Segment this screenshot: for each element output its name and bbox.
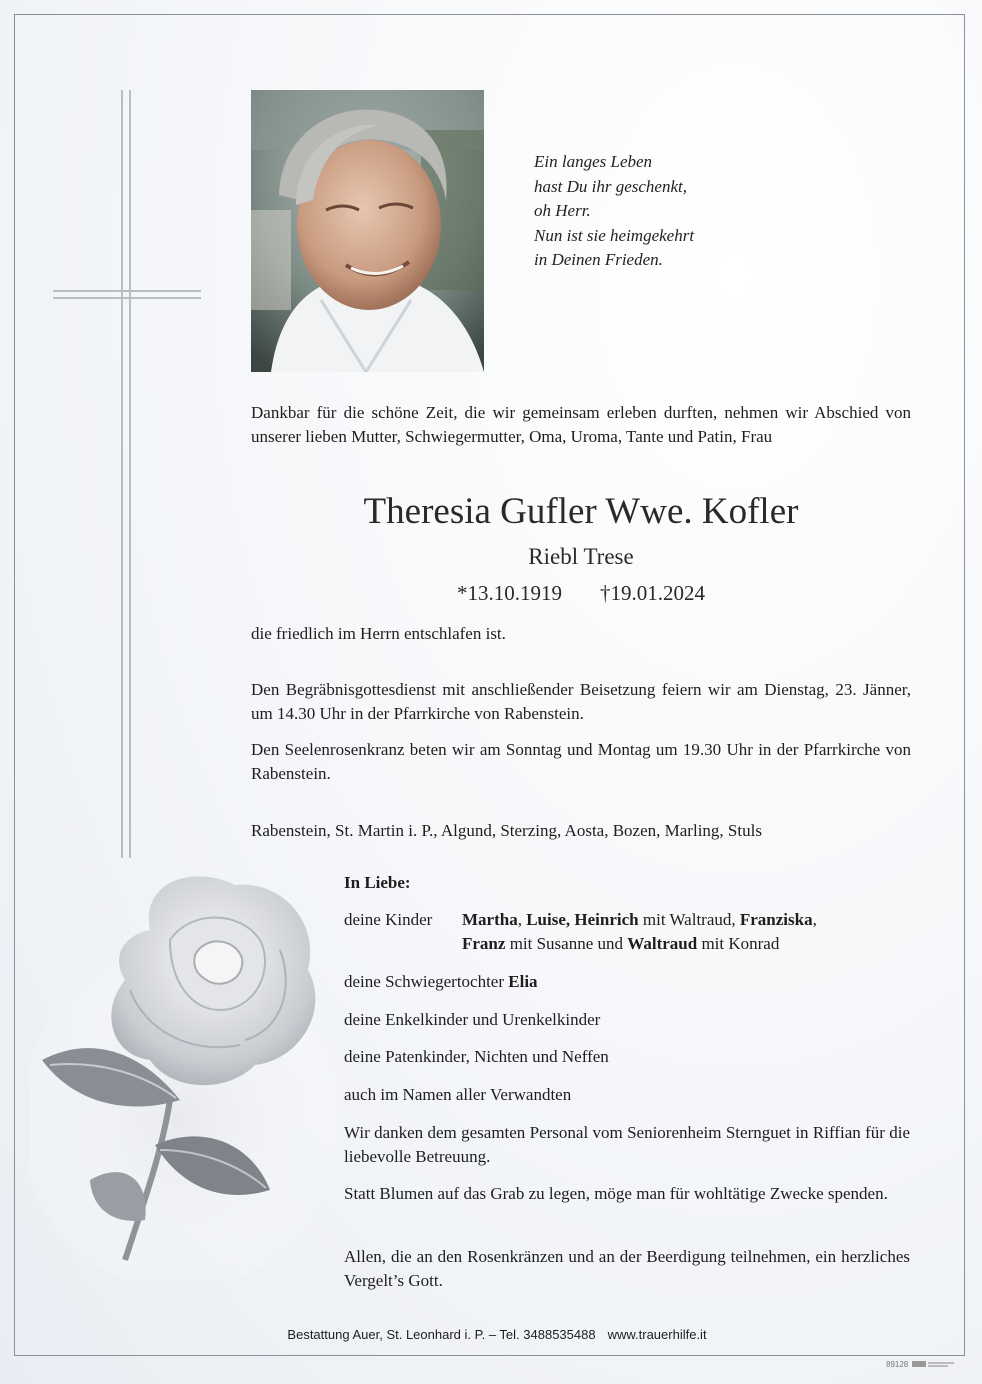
separator: , [812,910,817,929]
poem-line: in Deinen Frieden. [534,250,663,269]
child-name: Luise, Heinrich [526,910,639,929]
poem-line: oh Herr. [534,201,591,220]
undertaker-info: Bestattung Auer, St. Leonhard i. P. – Tel. 3488535488 [287,1327,596,1342]
mourners-heading: In Liebe: [344,873,411,892]
website-link[interactable]: www.trauerhilfe.it [607,1327,707,1342]
child-name: Martha [462,910,518,929]
footer [0,1327,982,1342]
spouse-text: mit Susanne und [505,934,628,953]
children-label: deine Kinder [344,910,433,929]
separator: , [517,910,527,929]
flowers-text: Statt Blumen auf das Grab zu legen, möge man für wohltätige Zwecke spenden. [344,1184,888,1203]
rose-illustration [30,860,340,1280]
children-line [462,932,779,956]
funeral-info: Den Begräbnisgottesdienst mit anschließender Beisetzung feiern wir am Dienstag, 23. Jänner, um 14.30 Uhr in der Pfarrkirche von Rabenstein. [251,680,911,723]
passing-sentence: die friedlich im Herrn entschlafen ist. [251,624,506,643]
rosary-info: Den Seelenrosenkranz beten wir am Sonntag und Montag um 19.30 Uhr in der Pfarrkirche von Rabenstein. [251,740,911,783]
daughter-in-law-name: Elia [508,972,538,991]
daughter-in-law-label: deine Schwiegertochter [344,972,509,991]
poem-line: hast Du ihr geschenkt, [534,176,687,196]
poem-line: Ein langes Leben [534,152,653,171]
life-dates [251,578,911,608]
cross-horizontal-line [53,297,201,299]
grandchildren-line: deine Enkelkinder und Urenkelkinder [344,1010,601,1029]
portrait-photo [251,90,484,372]
deceased-name: Theresia Gufler Wwe. Kofler [363,491,799,532]
child-name: Franz [462,934,506,953]
places-list: Rabenstein, St. Martin i. P., Algund, Sterzing, Aosta, Bozen, Marling, Stuls [251,821,762,840]
print-code: 89128 [886,1360,909,1369]
children-line [462,908,817,932]
cross-vertical-line [121,90,123,858]
thanks-text: Wir danken dem gesamten Personal vom Seniorenheim Sternguet in Riffian für die liebevolle Betreuung. [344,1123,910,1166]
birth-date: *13.10.1919 [457,581,562,605]
child-name: Franziska [739,910,813,929]
daughter-in-law-line [344,970,910,994]
poem-line: Nun ist sie heimgekehrt [534,225,695,245]
printer-logo-icon [912,1359,954,1369]
intro-text: Dankbar für die schöne Zeit, die wir gemeinsam erleben durften, nehmen wir Abschied von unserer lieben Mutter, Schwiegermutter, Oma, Uroma, Tante und Patin, Frau [251,403,911,446]
nickname: Riebl Trese [528,544,634,569]
child-name: Waltraud [627,934,698,953]
closing-text: Allen, die an den Rosenkränzen und an der Beerdigung teilnehmen, ein herzliches Vergelt’s Gott. [344,1247,910,1290]
cross-vertical-line [129,90,131,858]
spouse-text: mit Waltraud, [638,910,740,929]
cross-horizontal-line [53,290,201,292]
relatives-line: auch im Namen aller Verwandten [344,1085,572,1104]
spouse-text: mit Konrad [697,934,780,953]
death-date: †19.01.2024 [600,581,705,605]
godchildren-line: deine Patenkinder, Nichten und Neffen [344,1047,609,1066]
poem [534,150,794,273]
